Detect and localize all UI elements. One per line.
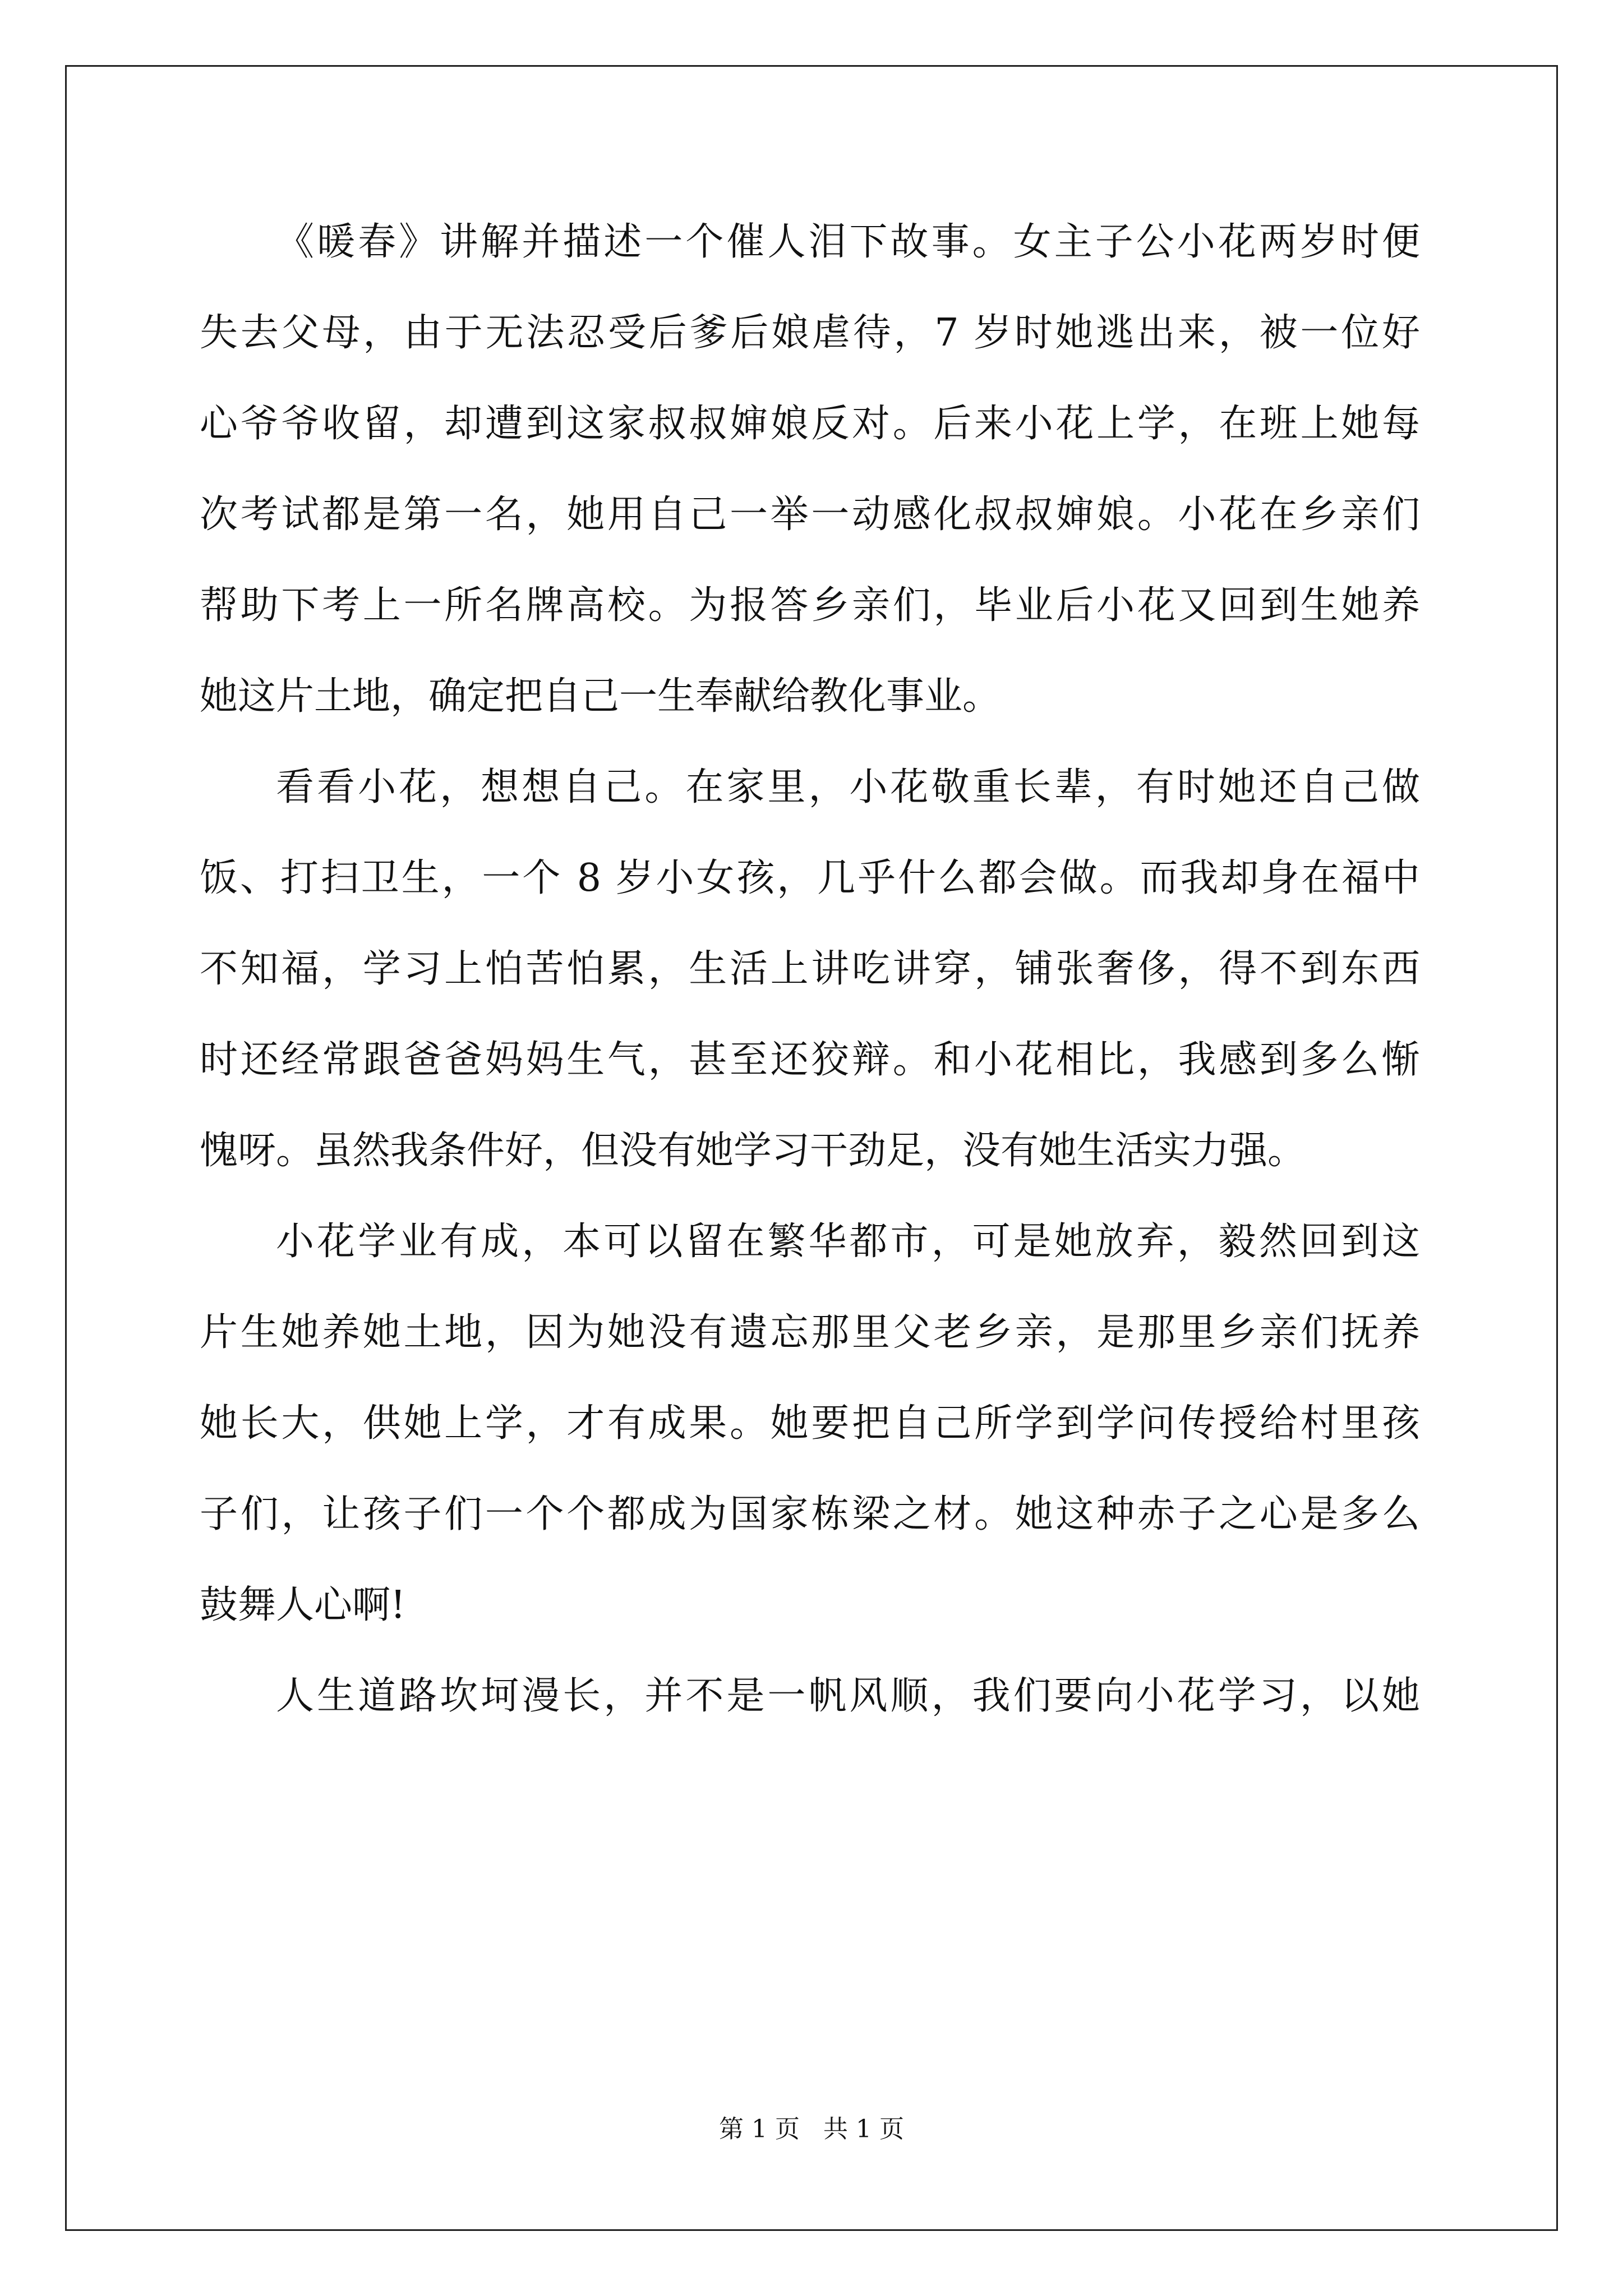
- paragraph-2-line-5: 愧呀。虽然我条件好，但没有她学习干劲足，没有她生活实力强。: [200, 1129, 1306, 1173]
- paragraph-4-line-1: 人生道路坎坷漫长，并不是一帆风顺，我们要向小花学习，以她: [276, 1674, 1420, 1718]
- page-total: 共 1 页: [823, 2115, 904, 2143]
- paragraph-1-line-2: 失去父母，由于无法忍受后爹后娘虐待，7 岁时她逃出来，被一位好: [200, 311, 1420, 355]
- paragraph-2-line-3: 不知福，学习上怕苦怕累，生活上讲吃讲穿，铺张奢侈，得不到东西: [200, 947, 1420, 991]
- paragraph-1-line-6: 她这片土地，确定把自己一生奉献给教化事业。: [200, 674, 1001, 719]
- paragraph-2-line-2: 饭、打扫卫生，一个 8 岁小女孩，几乎什么都会做。而我却身在福中: [200, 856, 1420, 900]
- paragraph-3-line-2: 片生她养她土地，因为她没有遗忘那里父老乡亲，是那里乡亲们抚养: [200, 1310, 1420, 1355]
- paragraph-3-line-1: 小花学业有成，本可以留在繁华都市，可是她放弃，毅然回到这: [276, 1220, 1420, 1264]
- paragraph-1-line-1: 《暖春》讲解并描述一个催人泪下故事。女主子公小花两岁时便: [276, 220, 1420, 264]
- paragraph-2-line-1: 看看小花，想想自己。在家里，小花敬重长辈，有时她还自己做: [276, 765, 1420, 809]
- paragraph-1-line-3: 心爷爷收留，却遭到这家叔叔婶娘反对。后来小花上学，在班上她每: [200, 402, 1420, 446]
- paragraph-1-line-4: 次考试都是第一名，她用自己一举一动感化叔叔婶娘。小花在乡亲们: [200, 493, 1420, 537]
- paragraph-2-line-4: 时还经常跟爸爸妈妈生气，甚至还狡辩。和小花相比，我感到多么惭: [200, 1038, 1420, 1082]
- footer-spacer: [800, 2115, 823, 2143]
- document-body: [200, 214, 1420, 1759]
- paragraph-3-line-3: 她长大，供她上学，才有成果。她要把自己所学到学问传授给村里孩: [200, 1401, 1420, 1446]
- paragraph-1-line-5: 帮助下考上一所名牌高校。为报答乡亲们，毕业后小花又回到生她养: [200, 583, 1420, 628]
- paragraph-3-line-4: 子们，让孩子们一个个都成为国家栋梁之材。她这种赤子之心是多么: [200, 1492, 1420, 1536]
- page-number: 第 1 页: [719, 2115, 800, 2143]
- page-footer: [0, 2113, 1623, 2146]
- paragraph-3-line-5: 鼓舞人心啊!: [200, 1583, 406, 1627]
